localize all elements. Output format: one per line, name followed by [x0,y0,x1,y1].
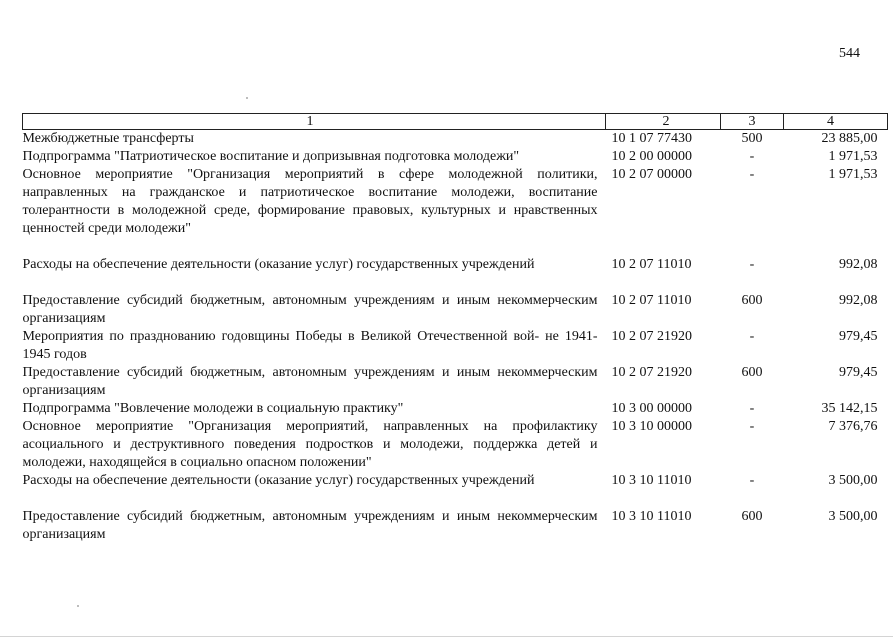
row-code: 10 3 10 11010 [611,473,692,488]
table-row [23,400,888,418]
row-amount: 979,45 [839,365,878,380]
scan-speck [77,605,79,607]
row-name: Мероприятия по празднованию годовщины Победы в Великой Отечественной вой- не 1941-1945 годов [22,329,598,362]
row-name: Основное мероприятие "Организация мероприятий, направленных на профилактику асоциального и деструктивного поведения подростков и молодежи, поддержка детей и молодежи, находящейся в социально опасном положении" [22,419,598,470]
column-header-1: 1 [23,114,606,130]
column-header-3: 3 [721,114,784,130]
row-type: - [749,329,755,344]
row-type: 600 [741,509,763,524]
row-name: Расходы на обеспечение деятельности (оказание услуг) государственных учреждений [22,473,535,488]
table-row [23,148,888,166]
row-amount: 1 971,53 [828,149,878,164]
row-amount: 992,08 [839,293,878,308]
row-name: Межбюджетные трансферты [22,131,194,146]
row-code: 10 2 07 21920 [611,365,692,380]
row-type: 500 [741,131,763,146]
row-code: 10 2 07 11010 [611,257,692,272]
row-type: - [749,419,755,434]
row-type: - [749,257,755,272]
row-code: 10 2 07 21920 [611,329,692,344]
page-number: 544 [839,46,860,61]
row-amount: 7 376,76 [828,419,878,434]
table-row [23,472,888,508]
row-name: Подпрограмма "Вовлечение молодежи в социальную практику" [22,401,404,416]
table-row [23,256,888,292]
row-name: Основное мероприятие "Организация мероприятий в сфере молодежной политики, направленных на гражданское и патриотическое воспитание молодежи, воспитание толерантности в молодежной среде, формирование правовых, культурных и нравственных ценностей среди молодежи" [22,167,598,236]
row-amount: 1 971,53 [828,167,878,182]
row-code: 10 2 07 00000 [611,167,692,182]
row-code: 10 2 07 11010 [611,293,692,308]
row-amount: 35 142,15 [821,401,878,416]
row-type: - [749,149,755,164]
scan-speck [246,97,248,99]
row-code: 10 1 07 77430 [611,131,692,146]
table-row [23,292,888,328]
row-code: 10 2 00 00000 [611,149,692,164]
scan-edge-line [0,636,893,637]
row-type: - [749,401,755,416]
row-name: Подпрограмма "Патриотическое воспитание и допризывная подготовка молодежи" [22,149,520,164]
table-row [23,166,888,256]
row-amount: 3 500,00 [828,509,878,524]
row-type: - [749,167,755,182]
table-row [23,508,888,544]
budget-table [22,113,888,544]
row-amount: 3 500,00 [828,473,878,488]
row-amount: 979,45 [839,329,878,344]
row-type: 600 [741,293,763,308]
column-header-4: 4 [784,114,888,130]
row-name: Предоставление субсидий бюджетным, автономным учреждениям и иным некоммерческим организациям [22,509,598,542]
row-amount: 992,08 [839,257,878,272]
table-row [23,328,888,364]
row-type: - [749,473,755,488]
table-row [23,130,888,149]
row-code: 10 3 10 11010 [611,509,692,524]
row-amount: 23 885,00 [821,131,878,146]
row-name: Предоставление субсидий бюджетным, автономным учреждениям и иным некоммерческим организациям [22,293,598,326]
row-name: Предоставление субсидий бюджетным, автономным учреждениям и иным некоммерческим организациям [22,365,598,398]
row-code: 10 3 10 00000 [611,419,692,434]
row-type: 600 [741,365,763,380]
row-code: 10 3 00 00000 [611,401,692,416]
row-name: Расходы на обеспечение деятельности (оказание услуг) государственных учреждений [22,257,535,272]
header-row [23,114,888,130]
table-row [23,418,888,472]
table-row [23,364,888,400]
column-header-2: 2 [606,114,721,130]
